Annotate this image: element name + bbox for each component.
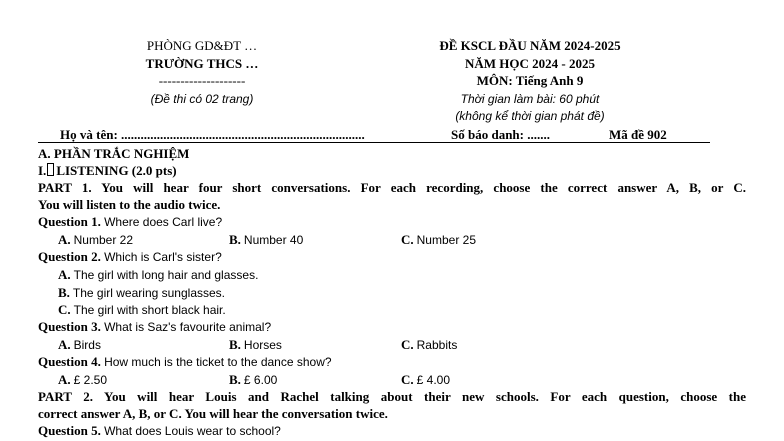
- question-5: [38, 423, 281, 439]
- question-text: How much is the ticket to the dance show?: [104, 355, 332, 369]
- question-label: Question 1.: [38, 214, 101, 229]
- header-left: [92, 38, 312, 108]
- subject: MÔN: Tiếng Anh 9: [476, 73, 584, 88]
- option-c[interactable]: C. Rabbits: [401, 337, 458, 352]
- option-a[interactable]: A. £ 2.50: [58, 372, 108, 387]
- pages-note: (Đề thi có 02 trang): [150, 91, 254, 106]
- option-b[interactable]: B. Number 40: [229, 232, 304, 247]
- listening-title: [38, 163, 177, 179]
- header-right: [420, 38, 640, 126]
- exam-code: Mã đề 902: [609, 127, 667, 142]
- question-4: [38, 354, 332, 370]
- question-text: What does Louis wear to school?: [104, 424, 281, 438]
- part1-instruction-line2: You will listen to the audio twice.: [38, 197, 221, 212]
- question-label: Question 2.: [38, 249, 101, 264]
- part1-instruction-line1: PART 1. You will hear four short conversations. For each recording, choose the correct answer A, B, or C.: [38, 180, 746, 195]
- option-a[interactable]: A. Number 22: [58, 232, 134, 247]
- question-label: Question 5.: [38, 423, 101, 438]
- missing-glyph-icon: [47, 163, 54, 176]
- part1-instruction: [38, 180, 746, 196]
- option-c[interactable]: C. The girl with short black hair.: [58, 302, 226, 317]
- school-year: NĂM HỌC 2024 - 2025: [465, 55, 595, 71]
- part2-instruction-line1: PART 2. You will hear Louis and Rachel talking about their new schools. For each question, choose the: [38, 389, 746, 404]
- question-text: What is Saz's favourite animal?: [104, 320, 272, 334]
- question-label: Question 3.: [38, 319, 101, 334]
- question-1: [38, 214, 222, 230]
- option-b[interactable]: B. £ 6.00: [229, 372, 278, 387]
- option-c[interactable]: C. £ 4.00: [401, 372, 451, 387]
- option-b[interactable]: B. Horses: [229, 337, 282, 352]
- question-3: [38, 319, 271, 335]
- part2-instruction-line2: correct answer A, B, or C. You will hear the conversation twice.: [38, 406, 388, 421]
- option-c[interactable]: C. Number 25: [401, 232, 477, 247]
- listening-label: LISTENING (2.0 pts): [56, 163, 177, 178]
- student-id-label: Số báo danh: .......: [451, 127, 550, 142]
- header-divider: --------------------: [158, 73, 246, 88]
- exam-title: ĐỀ KSCL ĐẦU NĂM 2024-2025: [439, 38, 621, 53]
- school-name: TRƯỜNG THCS …: [145, 55, 259, 71]
- department-name: PHÒNG GD&ĐT …: [146, 38, 258, 53]
- question-2: [38, 249, 222, 265]
- name-field-label: Họ và tên: ...........................................................................: [60, 127, 365, 142]
- question-text: Which is Carl's sister?: [104, 250, 222, 264]
- question-text: Where does Carl live?: [104, 215, 223, 229]
- listening-label-prefix: I.: [38, 163, 47, 178]
- part2-instruction: [38, 389, 746, 405]
- header-rule: [38, 142, 710, 143]
- option-a[interactable]: A. The girl with long hair and glasses.: [58, 267, 259, 282]
- option-b[interactable]: B. The girl wearing sunglasses.: [58, 285, 225, 300]
- option-a[interactable]: A. Birds: [58, 337, 101, 352]
- section-a-title: A. PHẦN TRẮC NGHIỆM: [38, 146, 190, 161]
- exam-time-note: (không kể thời gian phát đề): [455, 109, 605, 123]
- question-label: Question 4.: [38, 354, 101, 369]
- exam-time: Thời gian làm bài: 60 phút: [460, 91, 600, 106]
